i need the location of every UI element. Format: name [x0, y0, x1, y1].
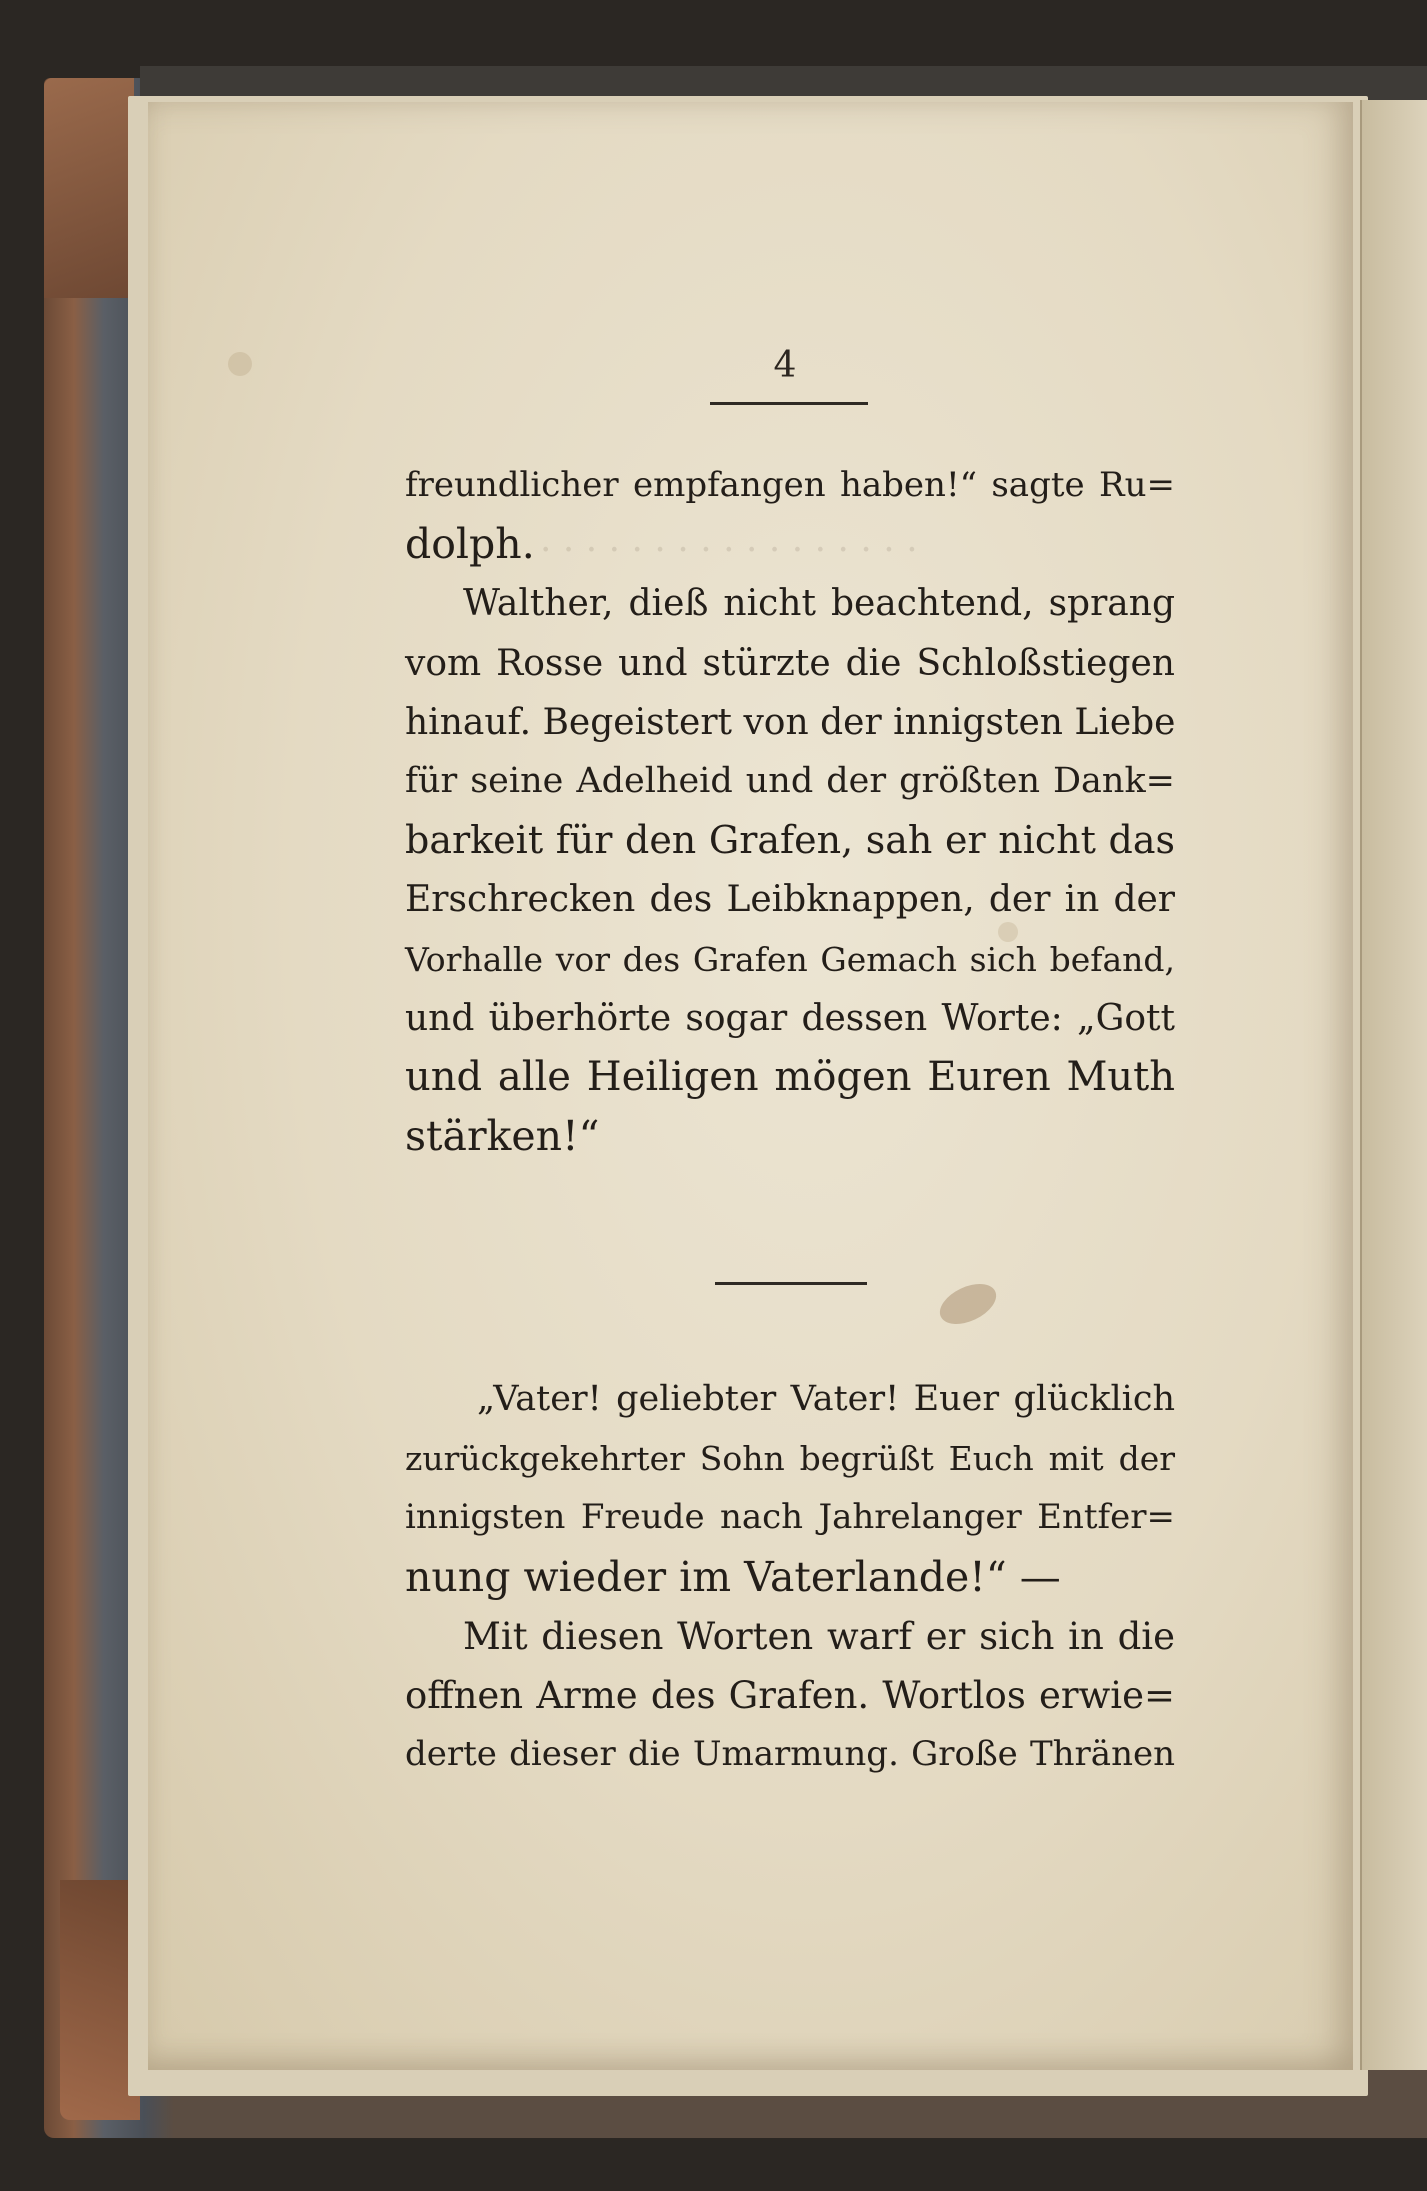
text-line: Walther, dieß nicht beachtend, sprang: [463, 583, 1175, 625]
text-line: nung wieder im Vaterlande!“ —: [405, 1552, 1061, 1601]
facing-page-edge: [1360, 100, 1427, 2070]
text-line: zurückgekehrter Sohn begrüßt Euch mit der: [405, 1439, 1175, 1479]
page-stain: [934, 1276, 1003, 1332]
bleed-through-shadow: · · · · · · · · · · · · · · · · ·: [540, 530, 918, 571]
text-passage-2: [405, 1370, 1175, 1784]
header-rule: [710, 402, 868, 405]
text-line: „Vater! geliebter Vater! Euer glücklich: [477, 1379, 1175, 1419]
text-line: Erschrecken des Leibknappen, der in der: [405, 879, 1175, 921]
cover-corner-top-left: [44, 78, 134, 298]
page-number: 4: [773, 345, 797, 386]
text-line: vom Rosse und stürzte die Schloßstiegen: [405, 642, 1175, 684]
text-line: Mit diesen Worten warf er sich in die: [463, 1614, 1175, 1658]
text-line: Vorhalle vor des Grafen Gemach sich befand,: [405, 939, 1175, 979]
section-divider: [715, 1282, 867, 1285]
text-line: barkeit für den Grafen, sah er nicht das: [405, 818, 1175, 863]
text-line: innigsten Freude nach Jahrelanger Entfer=: [405, 1497, 1175, 1538]
page-stain: [228, 352, 252, 376]
text-line: und überhörte sogar dessen Worte: „Gott: [405, 997, 1175, 1039]
text-line: offnen Arme des Grafen. Wortlos erwie=: [405, 1673, 1175, 1717]
text-line: und alle Heiligen mögen Euren Muth: [405, 1053, 1175, 1100]
text-line: stärken!“: [405, 1112, 600, 1161]
text-line: dolph.: [405, 520, 535, 569]
text-line: derte dieser die Umarmung. Große Thränen: [405, 1734, 1175, 1775]
text-line: freundlicher empfangen haben!“ sagte Ru=: [405, 465, 1175, 505]
text-line: hinauf. Begeistert von der innigsten Liebe: [405, 701, 1176, 743]
text-line: für seine Adelheid und der größten Dank=: [405, 760, 1175, 801]
text-passage-1: [405, 456, 1175, 1166]
